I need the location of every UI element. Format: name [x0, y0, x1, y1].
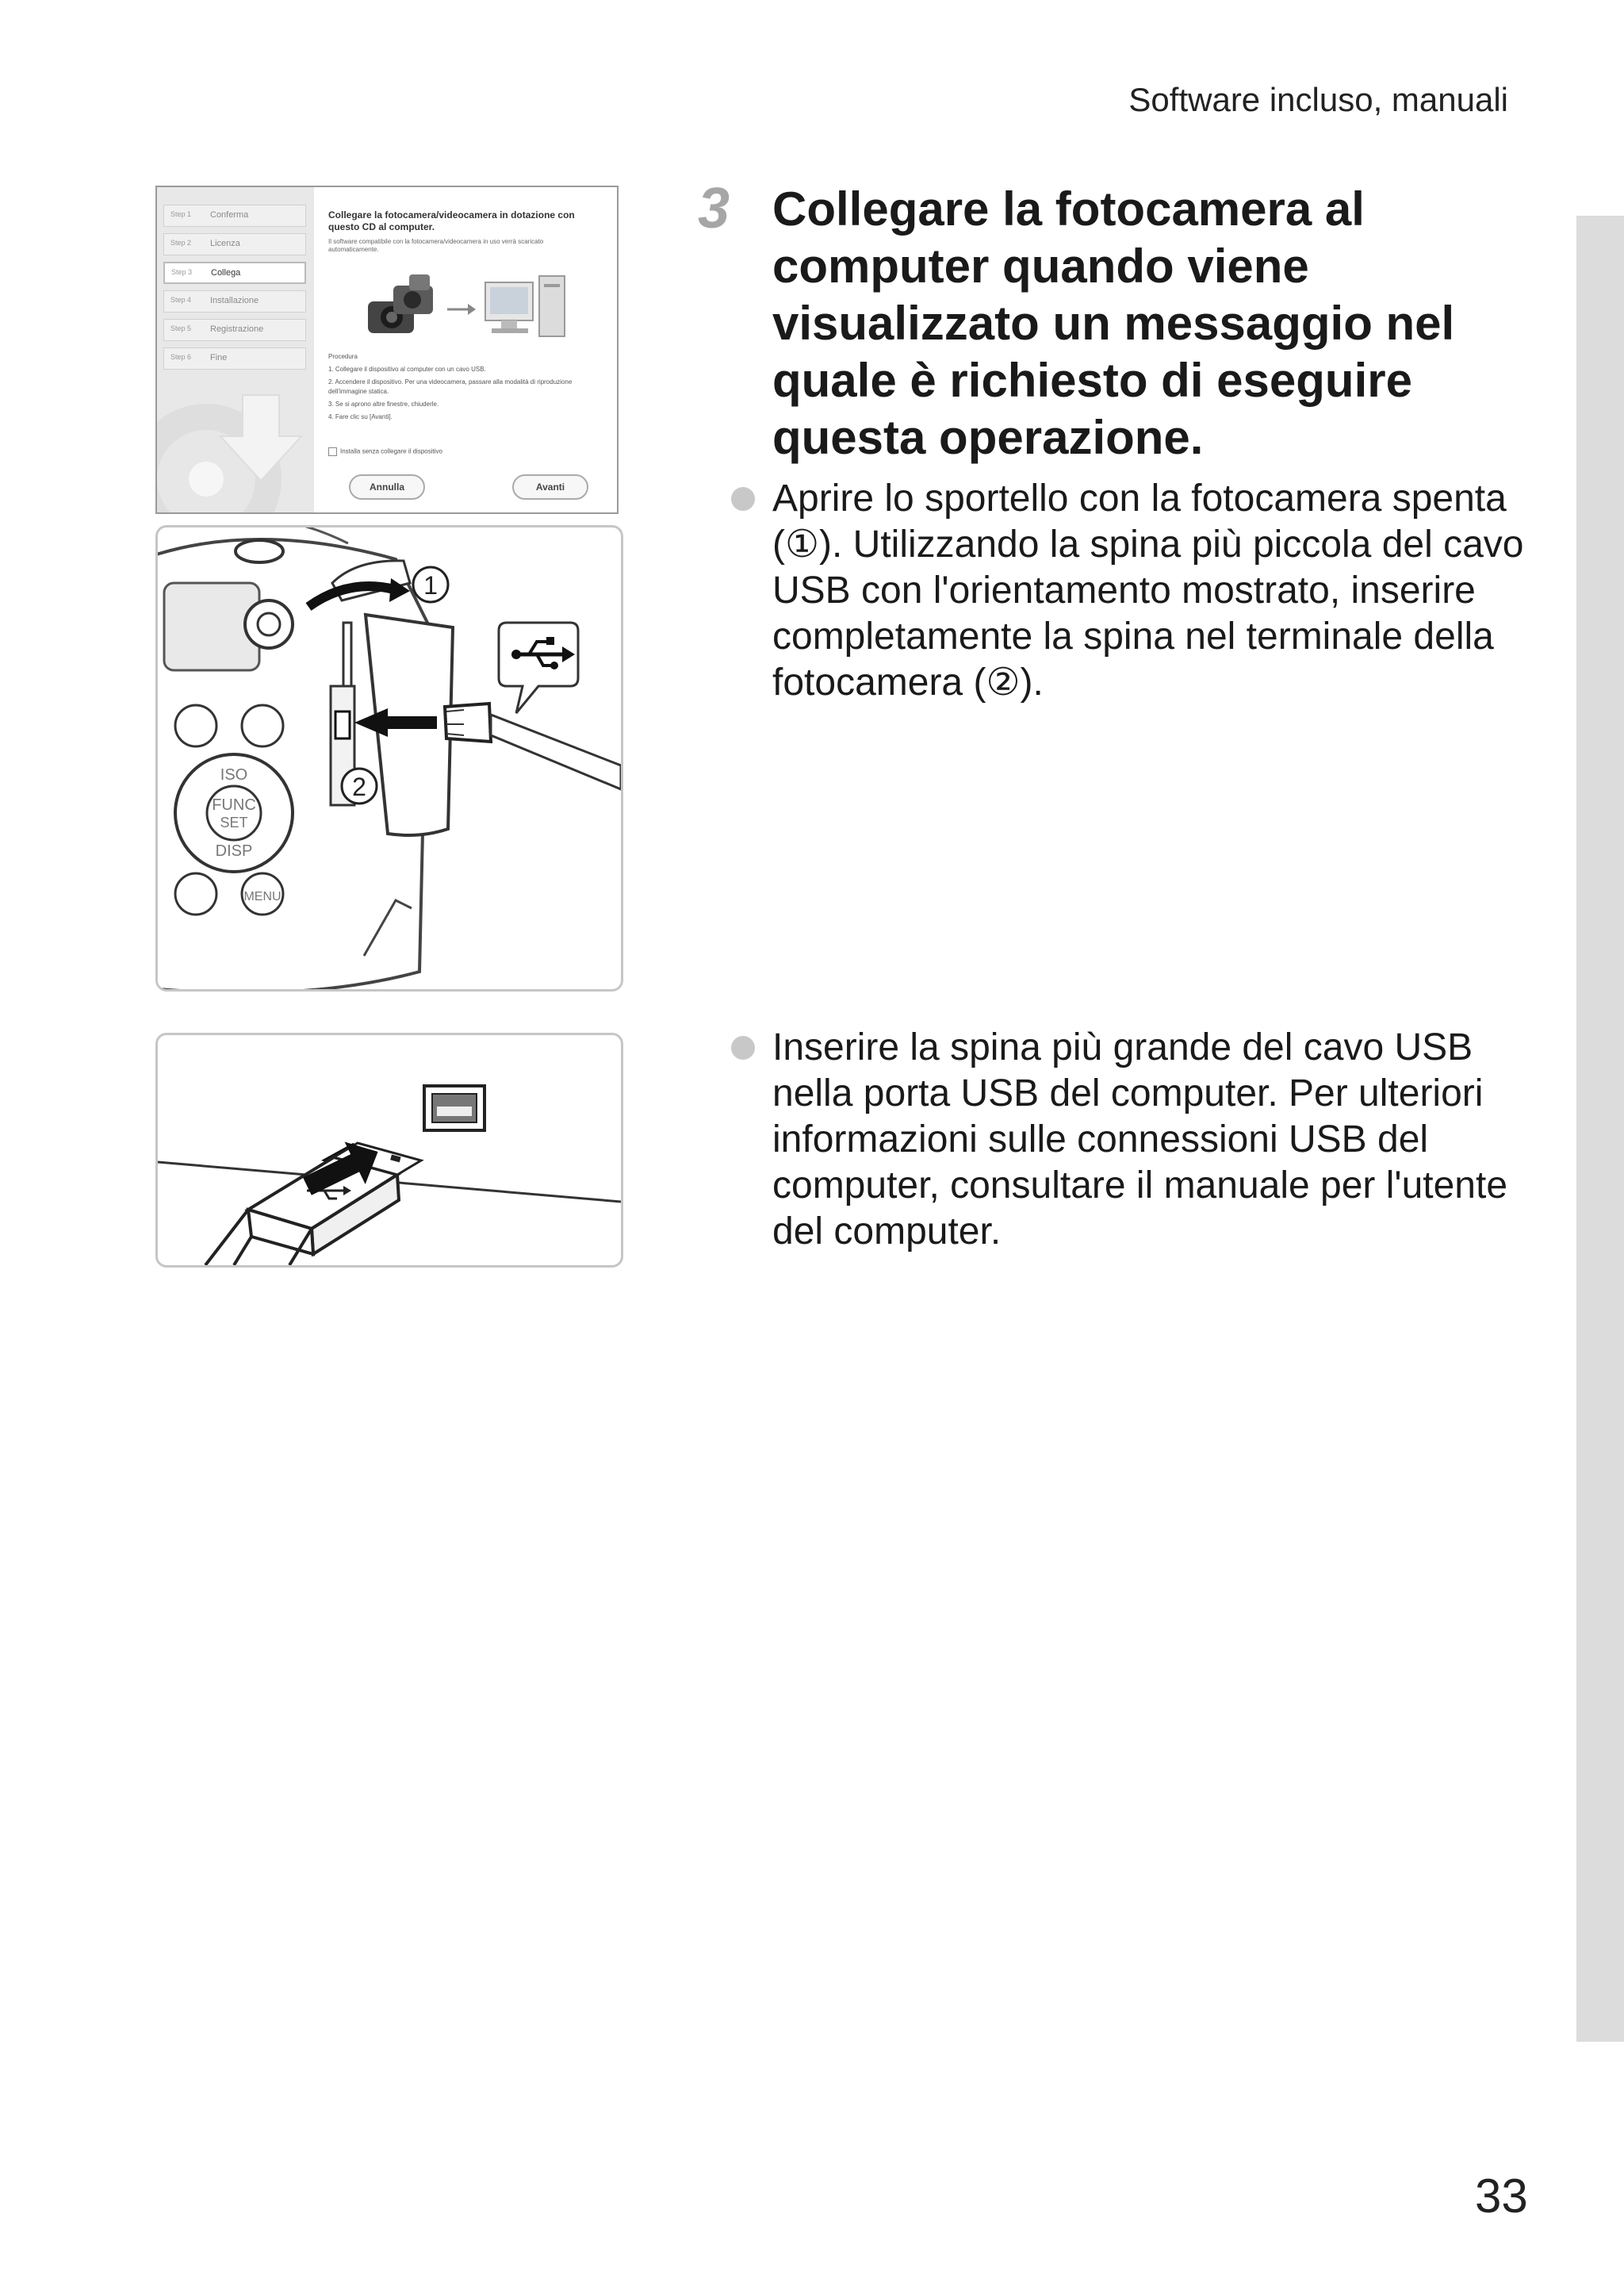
installer-title: Collegare la fotocamera/videocamera in dotazione con questo CD al computer. [328, 209, 575, 232]
side-tab [1576, 216, 1624, 2042]
installer-procedure: Procedura 1. Collegare il dispositivo al computer con un cavo USB. 2. Accendere il dispositivo. Per una videocamera, passare alla modalità di riproduzione dell'immagine statica. 3. Se si aprono altre finestre, chiuderle. 4. Fare clic su [Avanti]. [328, 353, 573, 420]
marker-2: 2 [352, 773, 366, 801]
bullet-text: Inserire la spina più grande del cavo USB nella porta USB del computer. Per ulteriori informazioni sulle connessioni USB del computer, consultare il manuale per l'utente del computer. [772, 1026, 1508, 1252]
checkbox-icon [328, 447, 337, 456]
func-label: FUNC [212, 796, 256, 814]
installer-screenshot [155, 186, 619, 514]
bullet-item [731, 1025, 1548, 1255]
installer-step-item: Step 5 Registrazione [163, 319, 306, 341]
next-button[interactable]: Avanti [512, 474, 588, 500]
installer-main-panel [314, 187, 617, 512]
installer-step-item: Step 2 Licenza [163, 233, 306, 255]
install-without-device-checkbox[interactable]: Installa senza collegare il dispositivo [328, 447, 442, 456]
installer-step-list [157, 187, 314, 512]
set-label: SET [220, 815, 248, 830]
installer-step-item: Step 4 Installazione [163, 290, 306, 313]
bullet-text: Aprire lo sportello con la fotocamera spenta (①). Utilizzando la spina più piccola del cavo USB con l'orientamento mostrato, inserire completamente la spina nel terminale della fotocamera (②). [772, 478, 1524, 704]
usb-plug-drawing [158, 1035, 621, 1265]
installer-step-item-active: Step 3 Collega [163, 262, 306, 284]
cancel-button[interactable]: Annulla [349, 474, 425, 500]
menu-label: MENU [243, 890, 282, 903]
camera-terminal-drawing [158, 527, 621, 989]
bullet-item [731, 476, 1548, 706]
section-header: Software incluso, manuali [1128, 81, 1508, 118]
installer-step-item: Step 6 Fine [163, 347, 306, 370]
step-number: 3 [698, 177, 730, 240]
marker-1: 1 [423, 571, 438, 600]
installer-subtitle: Il software compatibile con la fotocamera/videocamera in uso verrà scaricato automaticamente. [328, 238, 544, 253]
cd-disc-icon [157, 378, 314, 512]
camera-usb-illustration [155, 525, 623, 992]
page-number: 33 [1475, 2169, 1528, 2223]
installer-step-item: Step 1 Conferma [163, 205, 306, 227]
disp-label: DISP [215, 842, 253, 860]
bullet-dot-icon [731, 487, 755, 511]
step-title: Collegare la fotocamera al computer quando viene visualizzato un messaggio nel quale è richiesto di eseguire questa operazione. [772, 182, 1455, 464]
camera-to-computer-icon [362, 270, 576, 343]
bullet-dot-icon [731, 1036, 755, 1060]
computer-usb-port-illustration [155, 1033, 623, 1268]
iso-label: ISO [220, 766, 248, 784]
